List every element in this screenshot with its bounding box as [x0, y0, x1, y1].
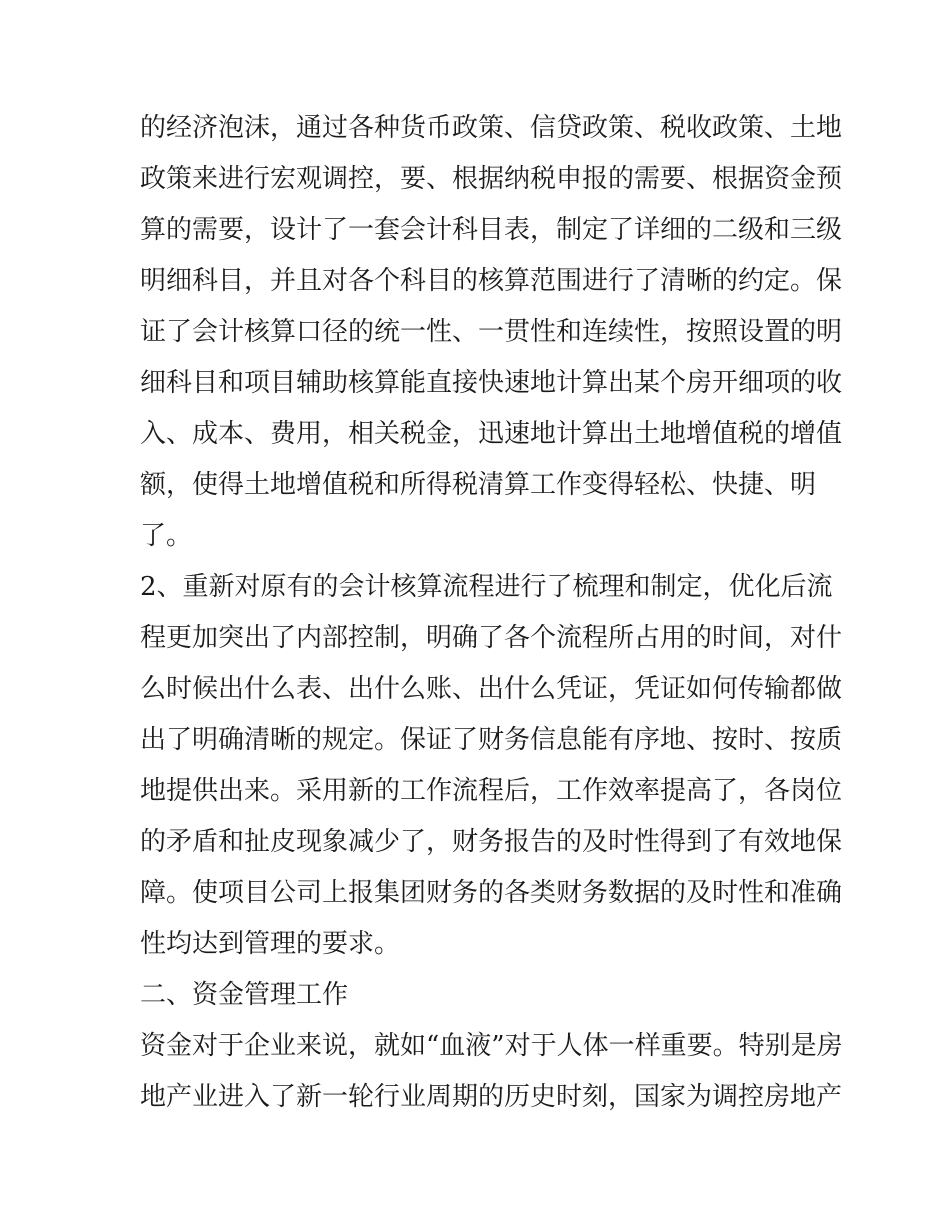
text-line: 程更加突出了内部控制，明确了各个流程所占用的时间，对什 [140, 623, 843, 653]
text-line: 性均达到管理的要求。 [140, 929, 401, 959]
text-line: 的经济泡沫，通过各种货币政策、信贷政策、税收政策、土地 [140, 113, 843, 143]
text-line: 算的需要，设计了一套会计科目表，制定了详细的二级和三级 [140, 215, 843, 245]
text-line: 出了明确清晰的规定。保证了财务信息能有序地、按时、按质 [140, 725, 843, 755]
text-line: 么时候出什么表、出什么账、出什么凭证，凭证如何传输都做 [140, 674, 843, 704]
text-line: 入、成本、费用，相关税金，迅速地计算出土地增值税的增值 [140, 419, 843, 449]
text-line: 地产业进入了新一轮行业周期的历史时刻，国家为调控房地产 [140, 1082, 843, 1112]
text-line: 的矛盾和扯皮现象减少了，财务报告的及时性得到了有效地保 [140, 827, 843, 857]
section-heading: 二、资金管理工作 [140, 980, 349, 1010]
paragraph-fund-importance [140, 1021, 843, 1123]
document-body [140, 103, 843, 1123]
text-line: 了。 [140, 521, 193, 551]
text-line: 额，使得土地增值税和所得税清算工作变得轻松、快捷、明 [140, 470, 817, 500]
paragraph-accounting-process [140, 562, 843, 970]
text-line: 障。使项目公司上报集团财务的各类财务数据的及时性和准确 [140, 878, 843, 908]
section-heading-fund-management [140, 970, 820, 1021]
text-line: 政策来进行宏观调控，要、根据纳税申报的需要、根据资金预 [140, 164, 843, 194]
text-line: 资金对于企业来说，就如“血液”对于人体一样重要。特别是房 [140, 1031, 843, 1061]
text-line: 细科目和项目辅助核算能直接快速地计算出某个房开细项的收 [140, 368, 843, 398]
text-line: 2、重新对原有的会计核算流程进行了梳理和制定，优化后流 [140, 572, 833, 602]
text-line: 明细科目，并且对各个科目的核算范围进行了清晰的约定。保 [140, 266, 843, 296]
text-line: 证了会计核算口径的统一性、一贯性和连续性，按照设置的明 [140, 317, 843, 347]
paragraph-accounting-subjects [140, 103, 843, 562]
text-line: 地提供出来。采用新的工作流程后，工作效率提高了，各岗位 [140, 776, 843, 806]
